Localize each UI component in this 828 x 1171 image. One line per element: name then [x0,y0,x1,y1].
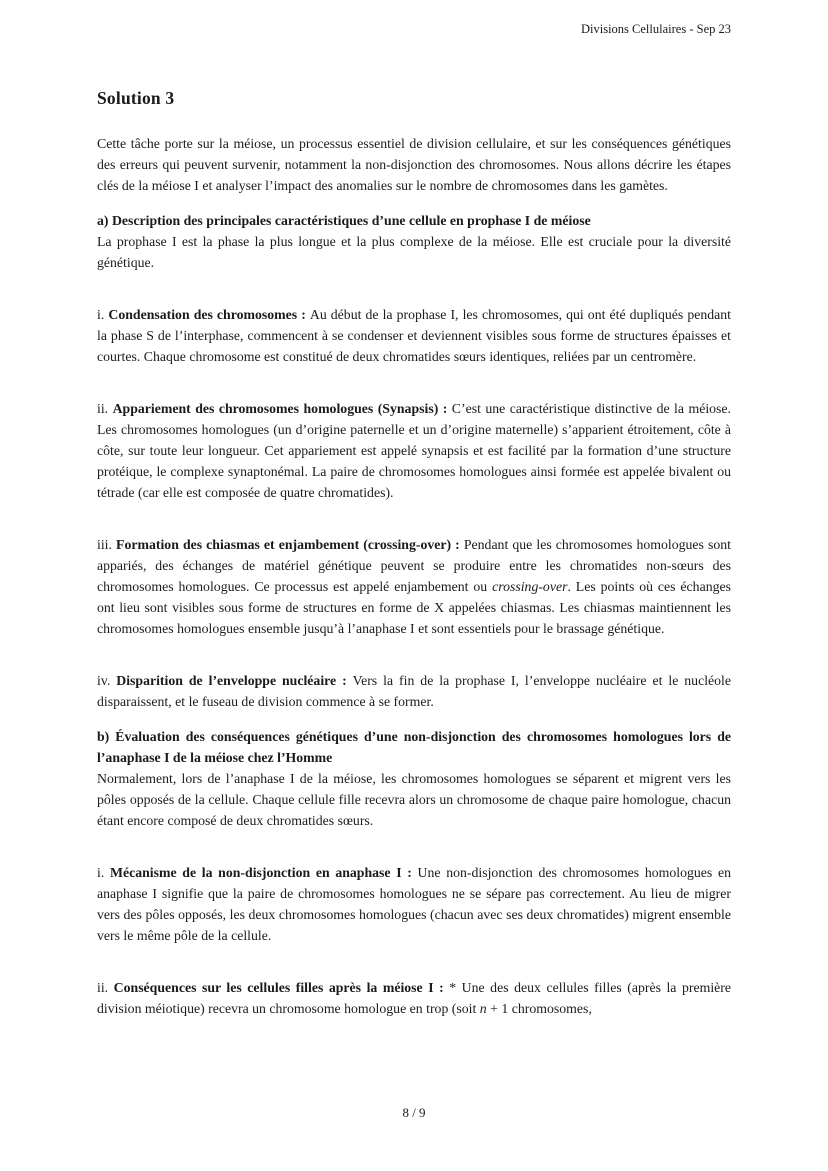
intro-paragraph: Cette tâche porte sur la méiose, un processus essentiel de division cellulaire, et sur les conséquences génétiques des erreurs qui peuvent survenir, notamment la non-disjonction des chromosomes. Nous allons décrire les étapes clés de la méiose I et analyser l’impact des anomalies sur le nombre de chromosomes dans les gamètes. [97,136,731,193]
section-b-intro-text: Normalement, lors de l’anaphase I de la méiose, les chromosomes homologues se séparent et migrent vers les pôles opposés de la cellule. Chaque cellule fille recevra alors un chromosome de chaque paire homologue, chacun étant encore composé de deux chromatides sœurs. [97,771,731,828]
document-content [97,88,731,1019]
list-item-mecanisme: i. Mécanisme de la non-disjonction en anaphase I : Une non-disjonction des chromosomes homologues en anaphase I signifie que la paire de chromosomes homologues ne se sépare pas correctement. Au lieu de migrer vers des pôles opposés, les deux chromosomes homologues (chacun avec ses deux chromatides) migrent ensemble vers le même pôle de la cellule. [97,865,731,943]
page-footer [0,1105,828,1121]
list-item-consequences: ii. Conséquences sur les cellules filles après la méiose I : * Une des deux cellules filles (après la première division méiotique) recevra un chromosome homologue en trop (soit n + 1 chromosomes, [97,980,731,1016]
section-a-intro-text: La prophase I est la phase la plus longue et la plus complexe de la méiose. Elle est cruciale pour la diversité génétique. [97,234,731,270]
list-item-chiasmas: iii. Formation des chiasmas et enjambement (crossing-over) : Pendant que les chromosomes homologues sont appariés, des échanges de matériel génétique peuvent se produire entre les chromatides non-sœurs des chromosomes homologues. Ce processus est appelé enjambement ou crossing-over. Les points où ces échanges ont lieu sont visibles sous forme de structures en forme de X appelées chiasmas. Les chiasmas maintiennent les chromosomes homologues ensemble jusqu’à l’anaphase I et sont essentiels pour le brassage génétique. [97,537,731,636]
list-item-enveloppe: iv. Disparition de l’enveloppe nucléaire : Vers la fin de la prophase I, l’enveloppe nucléaire et le nucléole disparaissent, et le fuseau de division commence à se former. [97,673,732,709]
list-item-appariement: ii. Appariement des chromosomes homologues (Synapsis) : C’est une caractéristique distinctive de la méiose. Les chromosomes homologues (un d’origine paternelle et un d’origine maternelle) s’apparient étroitement, côte à côte, sur toute leur longueur. Cet appariement est appelé synapsis et est facilité par la formation d’une structure protéique, le complexe synaptonémal. La paire de chromosomes homologues ainsi formée est appelée bivalent ou tétrade (car elle est composée de quatre chromatides). [97,401,731,500]
section-a-heading: a) Description des principales caractéristiques d’une cellule en prophase I de méiose [97,213,591,228]
header-title: Divisions Cellulaires - Sep 23 [581,22,731,36]
section-b-heading: b) Évaluation des conséquences génétiques d’une non-disjonction des chromosomes homologues lors de l’anaphase I de la méiose chez l’Homme [97,729,731,765]
list-item-condensation: i. Condensation des chromosomes : Au début de la prophase I, les chromosomes, qui ont été dupliqués pendant la phase S de l’interphase, commencent à se condenser et deviennent visibles sous forme de structures épaisses et courtes. Chaque chromosome est constitué de deux chromatides sœurs identiques, reliées par un centromère. [97,307,732,364]
solution-title: Solution 3 [97,88,175,108]
page-header [581,22,731,37]
page-number: 8 / 9 [402,1105,426,1120]
